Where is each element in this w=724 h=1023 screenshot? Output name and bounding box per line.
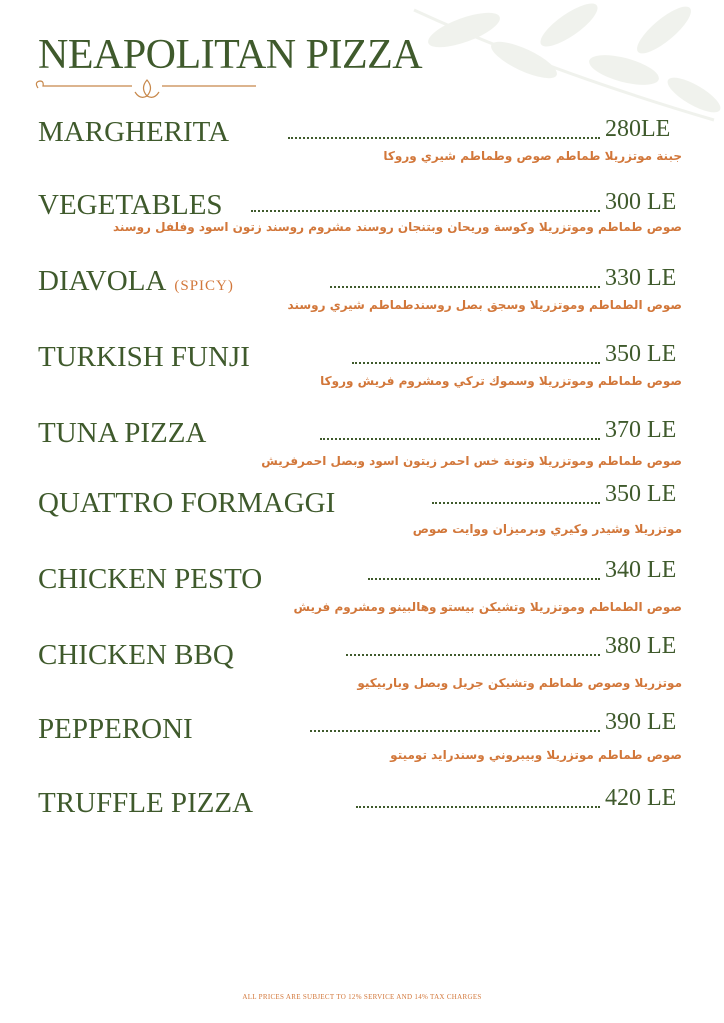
item-price: 380 LE [605,633,677,659]
item-description: صوص طماطم وموتزريلا وسموك تركي ومشروم فريش وروكا [320,374,682,388]
item-name: CHICKEN PESTO [38,563,263,595]
page-title: NEAPOLITAN PIZZA [38,32,423,78]
dot-leader [320,438,600,440]
item-description: صوص طماطم وموتزريلا وتونة خس احمر زيتون اسود وبصل احمرفريش [261,454,682,468]
item-description: صوص طماطم وموتزريلا وكوسة وريحان وبتنجان روسند مشروم روسند زتون اسود وفلفل روسند [112,220,682,234]
tax-footnote: ALL PRICES ARE SUBJECT TO 12% SERVICE AND 14% TAX CHARGES [242,993,482,1001]
menu-item-turkish-funji [0,340,724,400]
item-description: صوص طماطم موتزريلا وبيبروني وسندرايد توميتو [390,748,682,762]
item-name: CHICKEN BBQ [38,639,234,671]
dot-leader [330,286,600,288]
spicy-tag: (SPICY) [174,278,234,294]
item-name: QUATTRO FORMAGGI [38,487,336,519]
dot-leader [356,806,600,808]
ornament-divider-icon [32,78,262,106]
item-price: 350 LE [605,341,677,367]
item-price: 390 LE [605,709,677,735]
dot-leader [432,502,600,504]
dot-leader [251,210,600,212]
menu-item-diavola [0,264,724,324]
dot-leader [346,654,600,656]
dot-leader [288,137,600,139]
menu-item-truffle-pizza [0,786,724,846]
item-name: TURKISH FUNJI [38,341,250,373]
dot-leader [352,362,600,364]
item-name: TRUFFLE PIZZA [38,787,254,819]
item-price: 420 LE [605,785,677,811]
item-description: صوص الطماطم وموتزريلا وسجق بصل روسندطماطم شيري روسند [287,298,682,312]
item-description: جبنة موتزريلا طماطم صوص وطماطم شيري وروكا [383,149,682,163]
item-price: 340 LE [605,557,677,583]
item-price: 370 LE [605,417,677,443]
item-description: موتزريلا وشيدر وكيري وبرميزان ووايت صوص [412,522,682,536]
menu-item-vegetables [0,188,724,248]
olive-branch-icon [394,0,724,130]
item-price: 300 LE [605,189,677,215]
item-name-wrap [38,264,234,303]
item-name: VEGETABLES [38,189,223,221]
item-name: DIAVOLA [38,265,167,297]
item-price: 350 LE [605,481,677,507]
menu-item-chicken-pesto [0,557,724,622]
menu-item-tuna-pizza [0,416,724,476]
dot-leader [310,730,600,732]
item-name: PEPPERONI [38,713,193,745]
item-description: صوص الطماطم وموتزريلا وتشيكن بيستو وهالبينو ومشروم فريش [293,600,682,614]
item-price: 280LE [605,116,671,142]
item-price: 330 LE [605,265,677,291]
menu-item-margherita [0,115,724,175]
item-name: TUNA PIZZA [38,417,207,449]
menu-item-chicken-bbq [0,633,724,698]
menu-item-pepperoni [0,709,724,772]
item-description: موتزريلا وصوص طماطم وتشيكن جريل وبصل وباربيكيو [357,676,682,690]
menu-item-quattro-formaggi [0,481,724,546]
item-name: MARGHERITA [38,116,230,148]
dot-leader [368,578,600,580]
